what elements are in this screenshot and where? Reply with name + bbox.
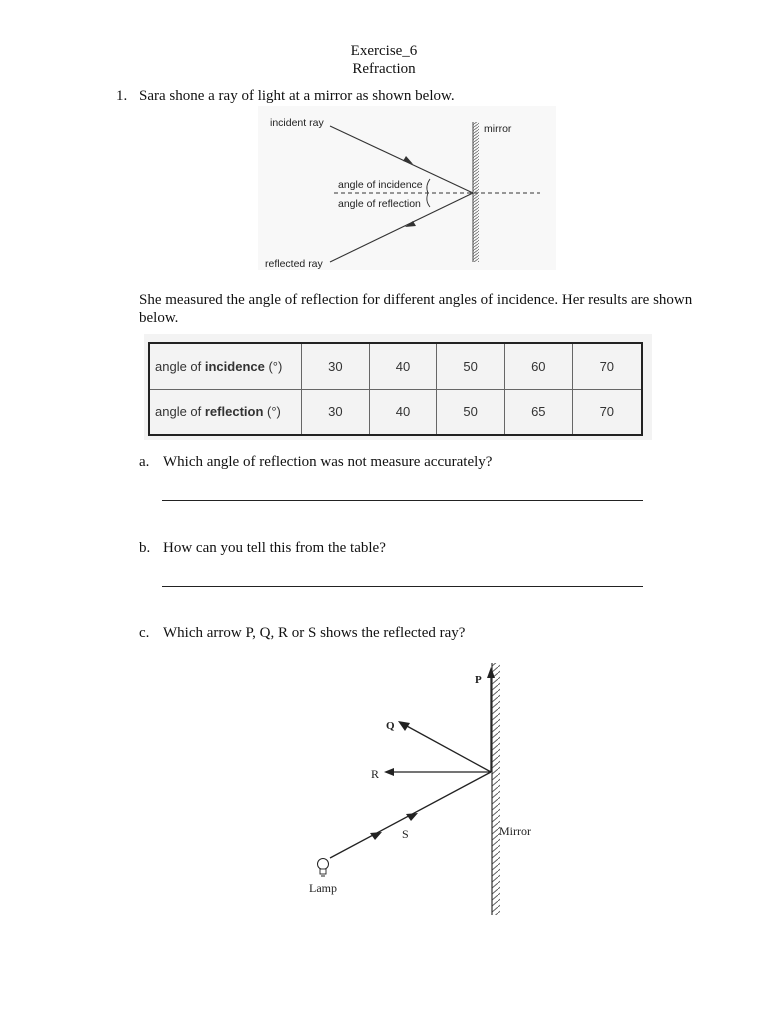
angle-of-reflection-label: angle of reflection: [338, 198, 421, 210]
lamp-icon: [318, 859, 329, 877]
answer-line-a[interactable]: [162, 500, 643, 501]
answer-line-b[interactable]: [162, 586, 643, 587]
mirror-label: mirror: [484, 123, 512, 135]
table-cell: 50: [437, 389, 505, 435]
label-r: R: [371, 767, 380, 781]
lamp-mirror-diagram: [295, 655, 555, 920]
arrow-q-head-icon: [398, 721, 410, 731]
row-label-reflection: angle of reflection (°): [149, 389, 302, 435]
arrow-r-head-icon: [384, 768, 394, 776]
part-b-text: How can you tell this from the table?: [163, 540, 386, 556]
question-number: 1.: [116, 88, 128, 104]
incident-ray-label: incident ray: [270, 117, 324, 129]
part-a-label: a.: [139, 454, 150, 470]
row-label-incidence: angle of incidence (°): [149, 343, 302, 389]
label-q: Q: [386, 720, 395, 732]
part-c-text: Which arrow P, Q, R or S shows the reflected ray?: [163, 625, 466, 641]
part-b-label: b.: [139, 540, 151, 556]
label-lamp: Lamp: [309, 881, 337, 895]
label-p: P: [475, 674, 482, 686]
part-a: [139, 454, 659, 474]
table-cell: 50: [437, 343, 505, 389]
arrow-q-line: [405, 725, 491, 772]
reflection-arc: [427, 193, 430, 207]
table-cell: 30: [302, 343, 370, 389]
part-b: [139, 540, 659, 560]
reflected-ray-label: reflected ray: [265, 258, 323, 270]
table-cell: 70: [572, 389, 642, 435]
table-cell: 60: [504, 343, 572, 389]
table-cell: 70: [572, 343, 642, 389]
table-row: [149, 343, 642, 389]
part-a-text: Which angle of reflection was not measure accurately?: [163, 454, 493, 470]
mirror-hatching: [492, 663, 500, 915]
results-table: [148, 342, 643, 436]
part-c: [139, 625, 659, 645]
label-s: S: [402, 827, 409, 841]
table-cell: 30: [302, 389, 370, 435]
table-row: [149, 389, 642, 435]
part-c-label: c.: [139, 625, 150, 641]
label-mirror: Mirror: [499, 824, 531, 838]
page-subtitle: Refraction: [352, 61, 416, 77]
angle-of-incidence-label: angle of incidence: [338, 179, 423, 191]
table-cell: 40: [369, 343, 437, 389]
table-cell: 40: [369, 389, 437, 435]
mirror-reflection-diagram: [258, 106, 556, 270]
results-intro: She measured the angle of reflection for different angles of incidence. Her results are shown below.: [139, 292, 693, 326]
table-cell: 65: [504, 389, 572, 435]
page-title: Exercise_6: [350, 43, 418, 59]
question-text: Sara shone a ray of light at a mirror as shown below.: [139, 88, 455, 104]
mirror-hatching: [473, 122, 479, 262]
incidence-arc: [427, 179, 430, 193]
